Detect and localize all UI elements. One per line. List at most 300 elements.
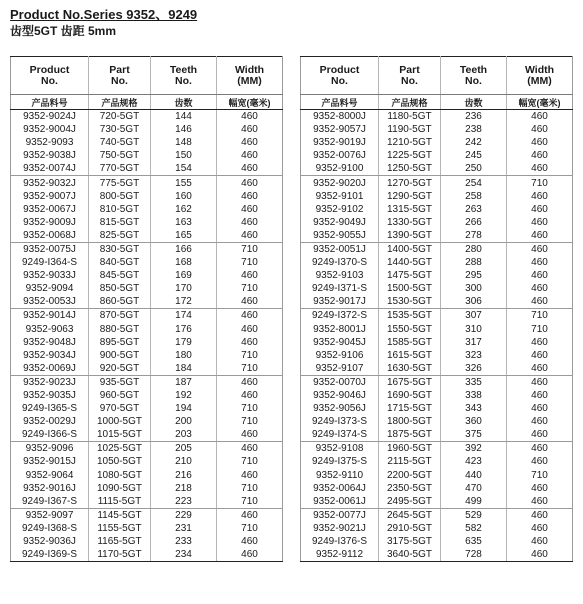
cell-teeth: 179 <box>151 336 217 349</box>
table-row <box>301 402 573 415</box>
cell-product-no: 9352-9096 <box>25 443 74 455</box>
cell-product-no: 9249-I371-S <box>311 283 368 295</box>
cell-part-no: 1585-5GT <box>379 336 441 349</box>
cell-part-no: 1390-5GT <box>379 229 441 243</box>
cell-width: 460 <box>217 323 283 336</box>
cell-part-no: 1615-5GT <box>379 349 441 362</box>
table-row <box>11 123 283 136</box>
cell-product-no: 9352-9004J <box>23 124 76 136</box>
cell-part-no: 1330-5GT <box>379 216 441 229</box>
cell-teeth: 307 <box>441 309 507 323</box>
cell-teeth: 635 <box>441 535 507 548</box>
cell-product-no: 9352-9056J <box>313 403 366 415</box>
cell-part-no: 1115-5GT <box>89 495 151 509</box>
cell-width: 460 <box>217 375 283 389</box>
col-header-teeth-cn: 齿数 <box>441 95 507 110</box>
cell-teeth: 192 <box>151 389 217 402</box>
cell-teeth: 168 <box>151 256 217 269</box>
cell-teeth: 317 <box>441 336 507 349</box>
table-row <box>301 110 573 124</box>
table-row <box>301 269 573 282</box>
cell-part-no: 1080-5GT <box>89 469 151 482</box>
cell-width: 460 <box>217 469 283 482</box>
cell-width: 460 <box>507 428 573 442</box>
cell-part-no: 1440-5GT <box>379 256 441 269</box>
cell-width: 710 <box>507 469 573 482</box>
cell-width: 460 <box>217 136 283 149</box>
cell-product-no: 9352-9103 <box>315 270 364 282</box>
cell-product-no: 9249-I369-S <box>11 548 89 562</box>
col-header-product: Product No. <box>301 57 379 95</box>
cell-teeth: 258 <box>441 190 507 203</box>
cell-teeth: 187 <box>151 375 217 389</box>
cell-product-no: 9352-9108 <box>315 443 364 455</box>
cell-width: 460 <box>507 242 573 256</box>
cell-teeth: 300 <box>441 282 507 295</box>
cell-width: 460 <box>507 508 573 522</box>
cell-width: 460 <box>217 216 283 229</box>
cell-teeth: 174 <box>151 309 217 323</box>
cell-part-no: 1250-5GT <box>379 162 441 176</box>
col-header-part: Part No. <box>379 57 441 95</box>
cell-product-no: 9352-0029J <box>23 416 76 428</box>
table-row <box>11 455 283 468</box>
table-row <box>11 402 283 415</box>
table-row <box>11 136 283 149</box>
cell-part-no: 1050-5GT <box>89 455 151 468</box>
cell-width: 460 <box>507 216 573 229</box>
cell-teeth: 288 <box>441 256 507 269</box>
cell-part-no: 1530-5GT <box>379 295 441 309</box>
cell-product-no: 9249-I368-S <box>21 522 78 534</box>
cell-product-no: 9352-9046J <box>313 390 366 402</box>
table-row <box>11 269 283 282</box>
table-row <box>11 415 283 428</box>
cell-product-no: 9352-9007J <box>23 190 76 202</box>
cell-product-no: 9249-I376-S <box>311 536 368 548</box>
cell-part-no: 2910-5GT <box>379 522 441 535</box>
table-row <box>301 522 573 535</box>
cell-teeth: 165 <box>151 229 217 243</box>
cell-teeth: 263 <box>441 203 507 216</box>
table-row <box>11 349 283 362</box>
cell-teeth: 150 <box>151 149 217 162</box>
cell-product-no: 9352-0070J <box>313 376 366 388</box>
table-row <box>301 375 573 389</box>
table-row <box>11 389 283 402</box>
table-row <box>11 362 283 376</box>
table-row <box>301 415 573 428</box>
table-row <box>11 295 283 309</box>
cell-part-no: 1190-5GT <box>379 123 441 136</box>
cell-part-no: 1090-5GT <box>89 482 151 495</box>
cell-part-no: 880-5GT <box>89 323 151 336</box>
belt-table-left <box>10 56 283 562</box>
cell-teeth: 170 <box>151 282 217 295</box>
cell-width: 460 <box>217 229 283 243</box>
cell-teeth: 180 <box>151 349 217 362</box>
cell-product-no: 9249-I372-S <box>311 310 368 322</box>
cell-teeth: 223 <box>151 495 217 509</box>
cell-teeth: 360 <box>441 415 507 428</box>
cell-part-no: 3640-5GT <box>379 548 441 562</box>
table-row <box>11 176 283 190</box>
cell-part-no: 1170-5GT <box>89 548 151 562</box>
cell-part-no: 1630-5GT <box>379 362 441 376</box>
table-row <box>11 190 283 203</box>
table-row <box>301 455 573 468</box>
col-header-product: Product No. <box>11 57 89 95</box>
cell-teeth: 148 <box>151 136 217 149</box>
cell-part-no: 3175-5GT <box>379 535 441 548</box>
cell-teeth: 310 <box>441 323 507 336</box>
cell-teeth: 266 <box>441 216 507 229</box>
cell-product-no: 9352-9106 <box>315 349 364 361</box>
table-row <box>11 242 283 256</box>
cell-part-no: 1225-5GT <box>379 149 441 162</box>
col-header-width: Width (MM) <box>507 57 573 95</box>
cell-width: 710 <box>217 362 283 376</box>
cell-part-no: 1550-5GT <box>379 323 441 336</box>
cell-product-no: 9352-9032J <box>23 177 76 189</box>
cell-width: 460 <box>507 522 573 535</box>
col-header-width-cn: 幅宽(毫米) <box>217 95 283 110</box>
cell-width: 460 <box>507 415 573 428</box>
cell-teeth: 144 <box>151 110 217 124</box>
cell-teeth: 338 <box>441 389 507 402</box>
cell-teeth: 146 <box>151 123 217 136</box>
cell-teeth: 278 <box>441 229 507 243</box>
cell-product-no: 9249-I365-S <box>21 403 78 415</box>
cell-teeth: 155 <box>151 176 217 190</box>
cell-part-no: 1875-5GT <box>379 428 441 442</box>
cell-teeth: 470 <box>441 482 507 495</box>
cell-teeth: 163 <box>151 216 217 229</box>
cell-product-no: 9352-9097 <box>25 509 74 521</box>
cell-product-no: 9249-I370-S <box>311 257 368 269</box>
cell-width: 460 <box>507 269 573 282</box>
cell-part-no: 1015-5GT <box>89 428 151 442</box>
cell-part-no: 730-5GT <box>89 123 151 136</box>
cell-width: 710 <box>217 256 283 269</box>
cell-product-no: 9352-9094 <box>25 283 74 295</box>
table-row <box>11 323 283 336</box>
cell-part-no: 830-5GT <box>89 242 151 256</box>
cell-teeth: 245 <box>441 149 507 162</box>
table-row <box>301 362 573 376</box>
cell-part-no: 1270-5GT <box>379 176 441 190</box>
cell-product-no: 9352-9107 <box>301 362 379 376</box>
belt-table-right <box>300 56 573 562</box>
table-row <box>301 442 573 456</box>
cell-width: 460 <box>217 190 283 203</box>
table-row <box>11 442 283 456</box>
col-header-product-cn: 产品料号 <box>301 95 379 110</box>
cell-product-no: 9249-I373-S <box>311 416 368 428</box>
cell-part-no: 1960-5GT <box>379 442 441 456</box>
cell-width: 460 <box>507 123 573 136</box>
cell-part-no: 2200-5GT <box>379 469 441 482</box>
cell-teeth: 323 <box>441 349 507 362</box>
cell-width: 710 <box>217 495 283 509</box>
cell-teeth: 203 <box>151 428 217 442</box>
cell-teeth: 210 <box>151 455 217 468</box>
cell-teeth: 326 <box>441 362 507 376</box>
header-row-en <box>301 57 573 95</box>
cell-part-no: 840-5GT <box>89 256 151 269</box>
table-row <box>301 535 573 548</box>
cell-teeth: 392 <box>441 442 507 456</box>
cell-teeth: 172 <box>151 295 217 309</box>
col-header-part-cn: 产品规格 <box>379 95 441 110</box>
table-row <box>301 282 573 295</box>
cell-width: 460 <box>217 442 283 456</box>
table-row <box>301 336 573 349</box>
cell-part-no: 970-5GT <box>89 402 151 415</box>
table-row <box>11 216 283 229</box>
cell-width: 710 <box>507 323 573 336</box>
table-row <box>301 295 573 309</box>
table-row <box>11 522 283 535</box>
table-row <box>11 508 283 522</box>
cell-width: 460 <box>217 176 283 190</box>
cell-teeth: 200 <box>151 415 217 428</box>
cell-width: 460 <box>507 162 573 176</box>
cell-part-no: 1000-5GT <box>89 415 151 428</box>
cell-part-no: 1715-5GT <box>379 402 441 415</box>
col-header-teeth: Teeth No. <box>441 57 507 95</box>
cell-part-no: 935-5GT <box>89 375 151 389</box>
cell-teeth: 216 <box>151 469 217 482</box>
cell-teeth: 238 <box>441 123 507 136</box>
cell-product-no: 9352-9048J <box>23 336 76 348</box>
col-header-product-cn: 产品料号 <box>11 95 89 110</box>
table-row <box>301 149 573 162</box>
cell-part-no: 1690-5GT <box>379 389 441 402</box>
col-header-width: Width (MM) <box>217 57 283 95</box>
cell-part-no: 720-5GT <box>89 110 151 124</box>
cell-product-no: 9352-9036J <box>23 536 76 548</box>
cell-teeth: 236 <box>441 110 507 124</box>
cell-width: 460 <box>507 203 573 216</box>
cell-width: 460 <box>507 229 573 243</box>
table-row <box>301 508 573 522</box>
cell-width: 460 <box>507 548 573 562</box>
cell-product-no: 9352-9100 <box>301 162 379 176</box>
cell-product-no: 9352-9112 <box>301 548 379 562</box>
cell-product-no: 9352-0064J <box>313 482 366 494</box>
cell-teeth: 154 <box>151 162 217 176</box>
cell-teeth: 306 <box>441 295 507 309</box>
cell-teeth: 205 <box>151 442 217 456</box>
cell-width: 460 <box>507 282 573 295</box>
table-row <box>301 136 573 149</box>
table-row <box>11 428 283 442</box>
cell-part-no: 1475-5GT <box>379 269 441 282</box>
cell-part-no: 1800-5GT <box>379 415 441 428</box>
table-row <box>11 256 283 269</box>
tooth-profile-subtitle: 齿型5GT 齿距 5mm <box>10 24 117 38</box>
cell-width: 460 <box>217 123 283 136</box>
cell-product-no: 9352-9110 <box>315 469 364 481</box>
cell-product-no: 9352-0075J <box>23 243 76 255</box>
cell-part-no: 2350-5GT <box>379 482 441 495</box>
cell-product-no: 9352-9064 <box>25 469 74 481</box>
cell-teeth: 280 <box>441 242 507 256</box>
cell-part-no: 1025-5GT <box>89 442 151 456</box>
cell-teeth: 162 <box>151 203 217 216</box>
cell-teeth: 242 <box>441 136 507 149</box>
table-row <box>11 495 283 509</box>
table-row <box>301 256 573 269</box>
table-row <box>301 309 573 323</box>
cell-width: 710 <box>217 482 283 495</box>
cell-teeth: 728 <box>441 548 507 562</box>
cell-width: 460 <box>217 162 283 176</box>
cell-part-no: 870-5GT <box>89 309 151 323</box>
cell-teeth: 234 <box>151 548 217 562</box>
cell-width: 460 <box>217 295 283 309</box>
table-row <box>11 229 283 243</box>
cell-teeth: 529 <box>441 508 507 522</box>
cell-part-no: 1210-5GT <box>379 136 441 149</box>
cell-teeth: 335 <box>441 375 507 389</box>
table-row <box>301 162 573 176</box>
cell-product-no: 9249-I366-S <box>11 428 89 442</box>
cell-teeth: 160 <box>151 190 217 203</box>
cell-width: 710 <box>217 415 283 428</box>
cell-part-no: 2645-5GT <box>379 508 441 522</box>
cell-width: 460 <box>217 269 283 282</box>
cell-width: 710 <box>507 309 573 323</box>
cell-product-no: 9352-9063 <box>25 323 74 335</box>
cell-product-no: 9352-9016J <box>23 482 76 494</box>
cell-width: 710 <box>217 455 283 468</box>
cell-width: 710 <box>217 242 283 256</box>
table-row <box>11 535 283 548</box>
cell-width: 460 <box>507 362 573 376</box>
table-row <box>11 336 283 349</box>
cell-part-no: 1675-5GT <box>379 375 441 389</box>
cell-product-no: 9352-9038J <box>23 150 76 162</box>
table-row <box>11 203 283 216</box>
cell-part-no: 850-5GT <box>89 282 151 295</box>
cell-width: 460 <box>507 136 573 149</box>
cell-product-no: 9249-I374-S <box>301 428 379 442</box>
cell-part-no: 960-5GT <box>89 389 151 402</box>
cell-product-no: 9352-9020J <box>313 177 366 189</box>
cell-width: 460 <box>507 336 573 349</box>
cell-width: 460 <box>507 402 573 415</box>
cell-width: 460 <box>217 508 283 522</box>
cell-product-no: 9352-8000J <box>313 111 366 123</box>
cell-teeth: 499 <box>441 495 507 509</box>
col-header-part-cn: 产品规格 <box>89 95 151 110</box>
cell-width: 460 <box>507 442 573 456</box>
table-row <box>301 203 573 216</box>
table-row <box>301 428 573 442</box>
cell-width: 460 <box>217 203 283 216</box>
cell-part-no: 895-5GT <box>89 336 151 349</box>
header-row-cn <box>301 95 573 110</box>
cell-part-no: 920-5GT <box>89 362 151 376</box>
cell-product-no: 9249-I364-S <box>21 257 78 269</box>
cell-width: 460 <box>507 110 573 124</box>
cell-product-no: 9352-9101 <box>315 190 364 202</box>
cell-teeth: 423 <box>441 455 507 468</box>
cell-teeth: 375 <box>441 428 507 442</box>
cell-width: 460 <box>217 389 283 402</box>
cell-width: 460 <box>507 495 573 509</box>
cell-width: 460 <box>217 110 283 124</box>
cell-part-no: 860-5GT <box>89 295 151 309</box>
cell-product-no: 9352-0074J <box>11 162 89 176</box>
cell-teeth: 254 <box>441 176 507 190</box>
cell-product-no: 9352-9102 <box>315 203 364 215</box>
cell-teeth: 229 <box>151 508 217 522</box>
header-row-cn <box>11 95 283 110</box>
col-header-teeth-cn: 齿数 <box>151 95 217 110</box>
cell-width: 460 <box>507 256 573 269</box>
table-row <box>11 149 283 162</box>
cell-width: 460 <box>507 455 573 468</box>
header-row-en <box>11 57 283 95</box>
table-body <box>11 110 283 562</box>
table-row <box>11 282 283 295</box>
cell-width: 710 <box>217 282 283 295</box>
cell-product-no: 9249-I367-S <box>11 495 89 509</box>
cell-teeth: 218 <box>151 482 217 495</box>
cell-width: 710 <box>217 522 283 535</box>
cell-product-no: 9352-0077J <box>313 509 366 521</box>
cell-part-no: 1165-5GT <box>89 535 151 548</box>
cell-part-no: 775-5GT <box>89 176 151 190</box>
cell-product-no: 9352-0076J <box>313 150 366 162</box>
cell-part-no: 825-5GT <box>89 229 151 243</box>
cell-product-no: 9352-9033J <box>23 270 76 282</box>
table-row <box>11 482 283 495</box>
cell-part-no: 2115-5GT <box>379 455 441 468</box>
cell-width: 460 <box>507 535 573 548</box>
table-row <box>11 375 283 389</box>
cell-product-no: 9352-9049J <box>313 216 366 228</box>
cell-width: 460 <box>217 548 283 562</box>
cell-product-no: 9352-9015J <box>23 456 76 468</box>
cell-product-no: 9352-9009J <box>23 216 76 228</box>
table-row <box>11 110 283 124</box>
cell-product-no: 9352-0068J <box>11 229 89 243</box>
col-header-teeth: Teeth No. <box>151 57 217 95</box>
cell-width: 460 <box>217 336 283 349</box>
cell-width: 710 <box>507 176 573 190</box>
cell-product-no: 9352-9023J <box>23 376 76 388</box>
cell-teeth: 233 <box>151 535 217 548</box>
cell-part-no: 1290-5GT <box>379 190 441 203</box>
cell-width: 710 <box>217 402 283 415</box>
cell-teeth: 184 <box>151 362 217 376</box>
cell-teeth: 295 <box>441 269 507 282</box>
cell-width: 460 <box>507 149 573 162</box>
table-row <box>11 548 283 562</box>
cell-product-no: 9352-0051J <box>313 243 366 255</box>
cell-product-no: 9352-9014J <box>23 310 76 322</box>
table-row <box>301 123 573 136</box>
cell-width: 460 <box>217 149 283 162</box>
cell-width: 460 <box>507 389 573 402</box>
cell-width: 710 <box>217 349 283 362</box>
cell-product-no: 9352-9057J <box>313 124 366 136</box>
cell-part-no: 1500-5GT <box>379 282 441 295</box>
